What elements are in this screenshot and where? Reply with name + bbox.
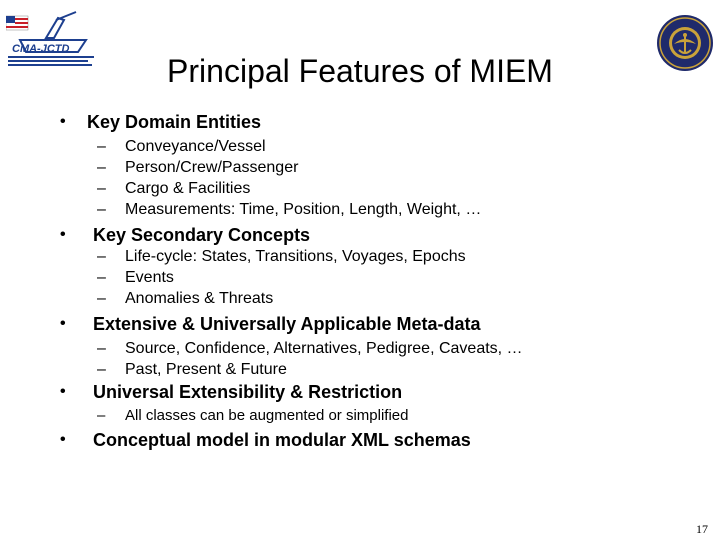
dash: – [97,269,106,286]
heading-text: Key Domain Entities [87,112,262,132]
bullet: • [60,226,66,243]
item-text: Anomalies & Threats [125,290,274,307]
item-text: Person/Crew/Passenger [125,159,299,176]
item-text: Measurements: Time, Position, Length, Weight, … [125,201,482,218]
item-text: Past, Present & Future [125,361,287,378]
heading-text: Key Secondary Concepts [93,225,311,245]
item-text: All classes can be augmented or simplified [125,407,409,424]
bullet: • [60,431,66,448]
bullet: • [60,113,66,130]
item-text: Events [125,269,174,286]
dash: – [97,290,106,307]
heading-text: Conceptual model in modular XML schemas [93,430,471,450]
item-text: Conveyance/Vessel [125,138,266,155]
dash: – [97,340,106,357]
item-text: Source, Confidence, Alternatives, Pedigree, Caveats, … [125,340,523,357]
bullet: • [60,315,66,332]
dash: – [97,159,106,176]
bullet: • [60,383,66,400]
slide-title: Principal Features of MIEM [167,53,553,89]
dash: – [97,361,106,378]
item-text: Life-cycle: States, Transitions, Voyages, Epochs [125,248,466,265]
logo-text: CMA-JCTD [12,43,70,55]
dash: – [97,138,106,155]
heading-text: Extensive & Universally Applicable Meta-data [93,314,481,334]
dash: – [97,201,106,218]
dash: – [97,407,106,424]
heading-text: Universal Extensibility & Restriction [93,382,403,402]
dash: – [97,180,106,197]
page-number: 17 [696,522,708,536]
item-text: Cargo & Facilities [125,180,251,197]
dash: – [97,248,106,265]
